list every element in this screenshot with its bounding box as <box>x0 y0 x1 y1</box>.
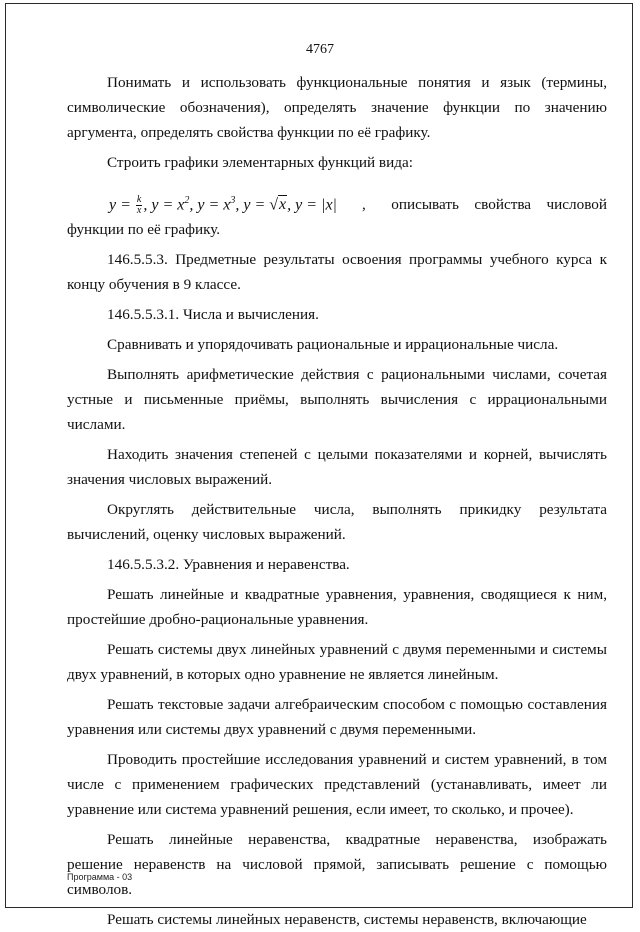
paragraph: Округлять действительные числа, выполнять прикидку результата вычислений, оценку числовых выражений. <box>67 501 607 543</box>
paragraph: Проводить простейшие исследования уравнений и систем уравнений, в том числе с применением графических представлений (устанавливать, имеет ли уравнение или система уравнений решения, если имеет, то сколько, и прочее). <box>67 751 607 818</box>
paragraph: Решать линейные и квадратные уравнения, уравнения, сводящиеся к ним, простейшие дробно-рациональные уравнения. <box>67 586 607 628</box>
function-formula: y = $\frac{k}{x}$ , $y = x^2$, $y = x^3$, y = √x, y = |x| <box>109 193 337 216</box>
paragraph: Понимать и использовать функциональные понятия и язык (термины, символические обозначения), определять значение функции по значению аргумента, определять свойства функции по её графику. <box>67 74 607 141</box>
page-footer: Программа - 03 <box>67 872 133 882</box>
formula-trailing-text: , описывать свойства числовой <box>362 196 607 213</box>
paragraph: Находить значения степеней с целыми показателями и корней, вычислять значения числовых выражений. <box>67 446 607 488</box>
paragraph: функции по её графику. <box>67 221 221 238</box>
section-heading: 146.5.5.3.1. Числа и вычисления. <box>107 306 319 323</box>
fraction: $\frac{k}{x}$ <box>136 193 142 216</box>
formula-line <box>67 185 607 217</box>
paragraph: Решать системы двух линейных уравнений с двумя переменными и системы двух уравнений, в которых одно уравнение не является линейным. <box>67 641 607 683</box>
paragraph: Решать линейные неравенства, квадратные неравенства, изображать решение неравенств на числовой прямой, записывать решение с помощью символов. <box>67 831 607 898</box>
paragraph: Решать системы линейных неравенств, системы неравенств, включающие <box>107 911 587 928</box>
paragraph: Решать текстовые задачи алгебраическим способом с помощью составления уравнения или системы двух уравнений с двумя переменными. <box>67 696 607 738</box>
section-heading: 146.5.5.3. Предметные результаты освоения программы учебного курса к концу обучения в 9 классе. <box>67 251 607 293</box>
page-number: 4767 <box>306 42 334 57</box>
paragraph: Строить графики элементарных функций вида: <box>107 154 413 171</box>
paragraph: Выполнять арифметические действия с рациональными числами, сочетая устные и письменные приёмы, выполнять вычисления с иррациональными числами. <box>67 366 607 433</box>
document-body <box>67 70 607 932</box>
section-heading: 146.5.5.3.2. Уравнения и неравенства. <box>107 556 350 573</box>
paragraph: Сравнивать и упорядочивать рациональные и иррациональные числа. <box>107 336 559 353</box>
square-root-sign: √ <box>269 196 279 213</box>
